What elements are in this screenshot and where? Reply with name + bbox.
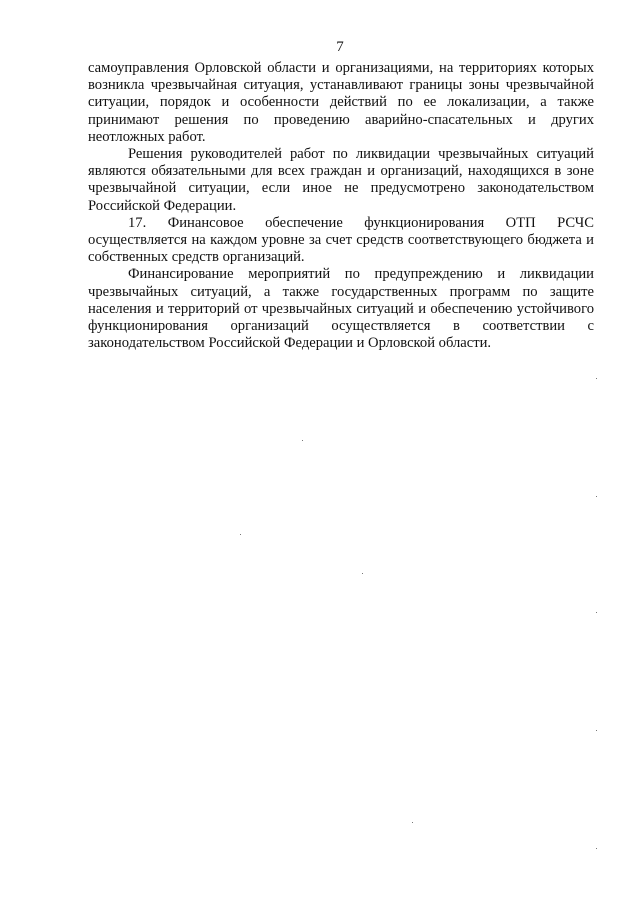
paragraph-continuation: самоуправления Орловской области и организациями, на территориях которых возникла чрезвычайная ситуация, устанавливают границы зоны чрезвычайной ситуации, порядок и особенности действий по ее локализации, а также принимают решения по проведению аварийно-спасательных и других неотложных работ. [88,60,594,145]
scan-speck [412,822,413,823]
document-body [88,60,594,352]
paragraph-decisions: Решения руководителей работ по ликвидации чрезвычайных ситуаций являются обязательными для всех граждан и организаций, находящихся в зоне чрезвычайной ситуации, если иное не предусмотрено законодательством Российской Федерации. [88,146,594,214]
scan-speck [596,848,597,849]
scan-speck [596,378,597,379]
paragraph-item-17: 17. Финансовое обеспечение функционирования ОТП РСЧС осуществляется на каждом уровне за счет средств соответствующего бюджета и собственных средств организаций. [88,214,594,266]
scan-speck [302,440,303,441]
scan-speck [362,573,363,574]
scan-speck [596,496,597,497]
scan-speck [596,730,597,731]
scan-speck [240,534,241,535]
paragraph-financing: Финансирование мероприятий по предупреждению и ликвидации чрезвычайных ситуаций, а также государственных программ по защите населения и территорий от чрезвычайных ситуаций и обеспечению устойчивого функционирования организаций осуществляется в соответствии с законодательством Российской Федерации и Орловской области. [88,266,594,352]
scan-speck [596,612,597,613]
page-number: 7 [336,39,344,55]
